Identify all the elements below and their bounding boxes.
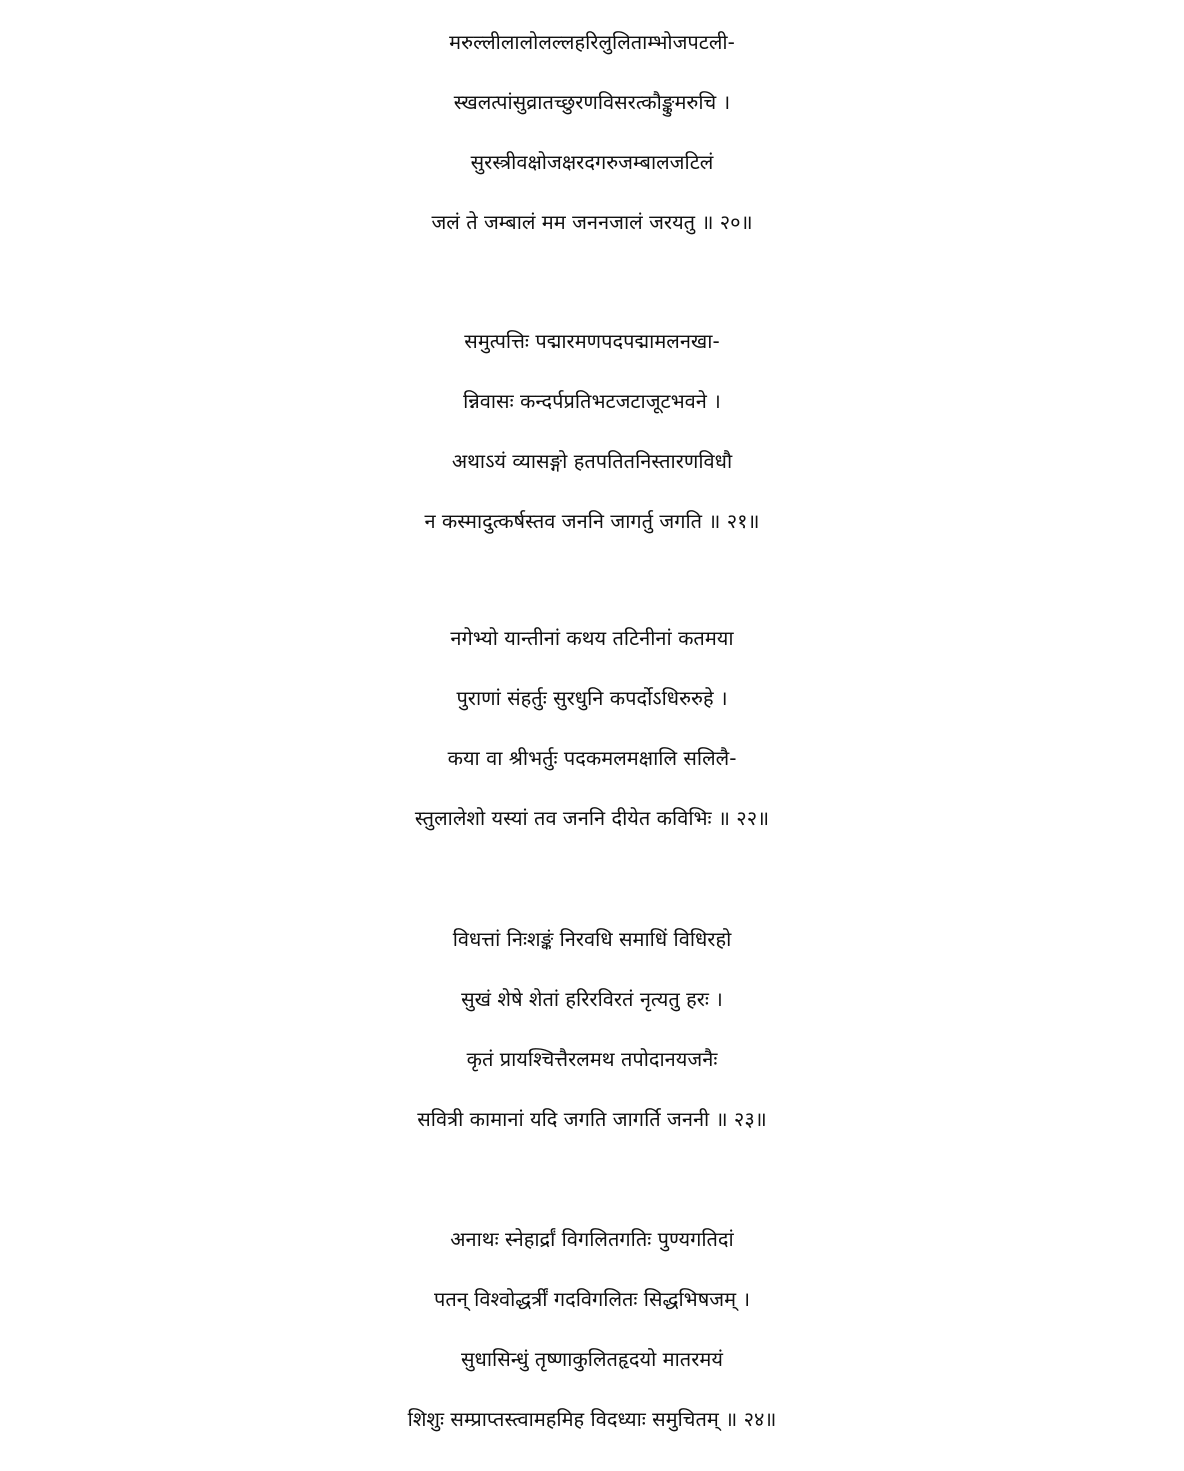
verse-22 <box>0 608 1184 848</box>
verse-20 <box>0 12 1184 252</box>
verse-line: अथाऽयं व्यासङ्गो हतपतितनिस्तारणविधौ <box>451 449 733 473</box>
verse-line: स्खलत्पांसुव्रातच्छुरणविसरत्कौङ्कुमरुचि । <box>453 90 731 114</box>
verse-line-with-number: सवित्री कामानां यदि जगति जागर्ति जननी ॥ २३॥ <box>417 1107 767 1131</box>
verse-21 <box>0 311 1184 551</box>
verse-line-with-number: जलं ते जम्बालं मम जननजालं जरयतु ॥ २०॥ <box>431 210 753 234</box>
verse-line: सुखं शेषे शेतां हरिरविरतं नृत्यतु हरः । <box>461 987 723 1011</box>
verse-line: न्निवासः कन्दर्पप्रतिभटजटाजूटभवने । <box>463 389 721 413</box>
verse-line: नगेभ्यो यान्तीनां कथय तटिनीनां कतमया <box>450 626 734 650</box>
verse-24 <box>0 1209 1184 1449</box>
verse-line: समुत्पत्तिः पद्मारमणपदपद्मामलनखा- <box>464 329 720 353</box>
verse-line-with-number: स्तुलालेशो यस्यां तव जननि दीयेत कविभिः ॥ २२॥ <box>414 806 770 830</box>
verse-line: पतन् विश्वोद्धर्त्रीं गदविगलितः सिद्धभिषजम् । <box>433 1287 751 1311</box>
verse-line: अनाथः स्नेहार्द्रां विगलितगतिः पुण्यगतिदां <box>450 1227 734 1251</box>
verse-line-with-number: न कस्मादुत्कर्षस्तव जननि जागर्तु जगति ॥ २१॥ <box>424 509 760 533</box>
verse-line-with-number: शिशुः सम्प्राप्तस्त्वामहमिह विदध्याः समुचितम् ॥ २४॥ <box>407 1407 777 1431</box>
verse-line: पुराणां संहर्तुः सुरधुनि कपर्दोऽधिरुरुहे । <box>456 686 728 710</box>
verse-line: कया वा श्रीभर्तुः पदकमलमक्षालि सलिलै- <box>447 746 737 770</box>
verse-line: मरुल्लीलालोलल्लहरिलुलिताम्भोजपटली- <box>449 30 735 54</box>
verse-line: कृतं प्रायश्चित्तैरलमथ तपोदानयजनैः <box>466 1047 718 1071</box>
verse-line: सुधासिन्धुं तृष्णाकुलितहृदयो मातरमयं <box>461 1347 723 1371</box>
verse-line: विधत्तां निःशङ्कं निरवधि समाधिं विधिरहो <box>452 927 732 951</box>
verse-line: सुरस्त्रीवक्षोजक्षरदगरुजम्बालजटिलं <box>470 150 714 174</box>
verse-23 <box>0 909 1184 1149</box>
